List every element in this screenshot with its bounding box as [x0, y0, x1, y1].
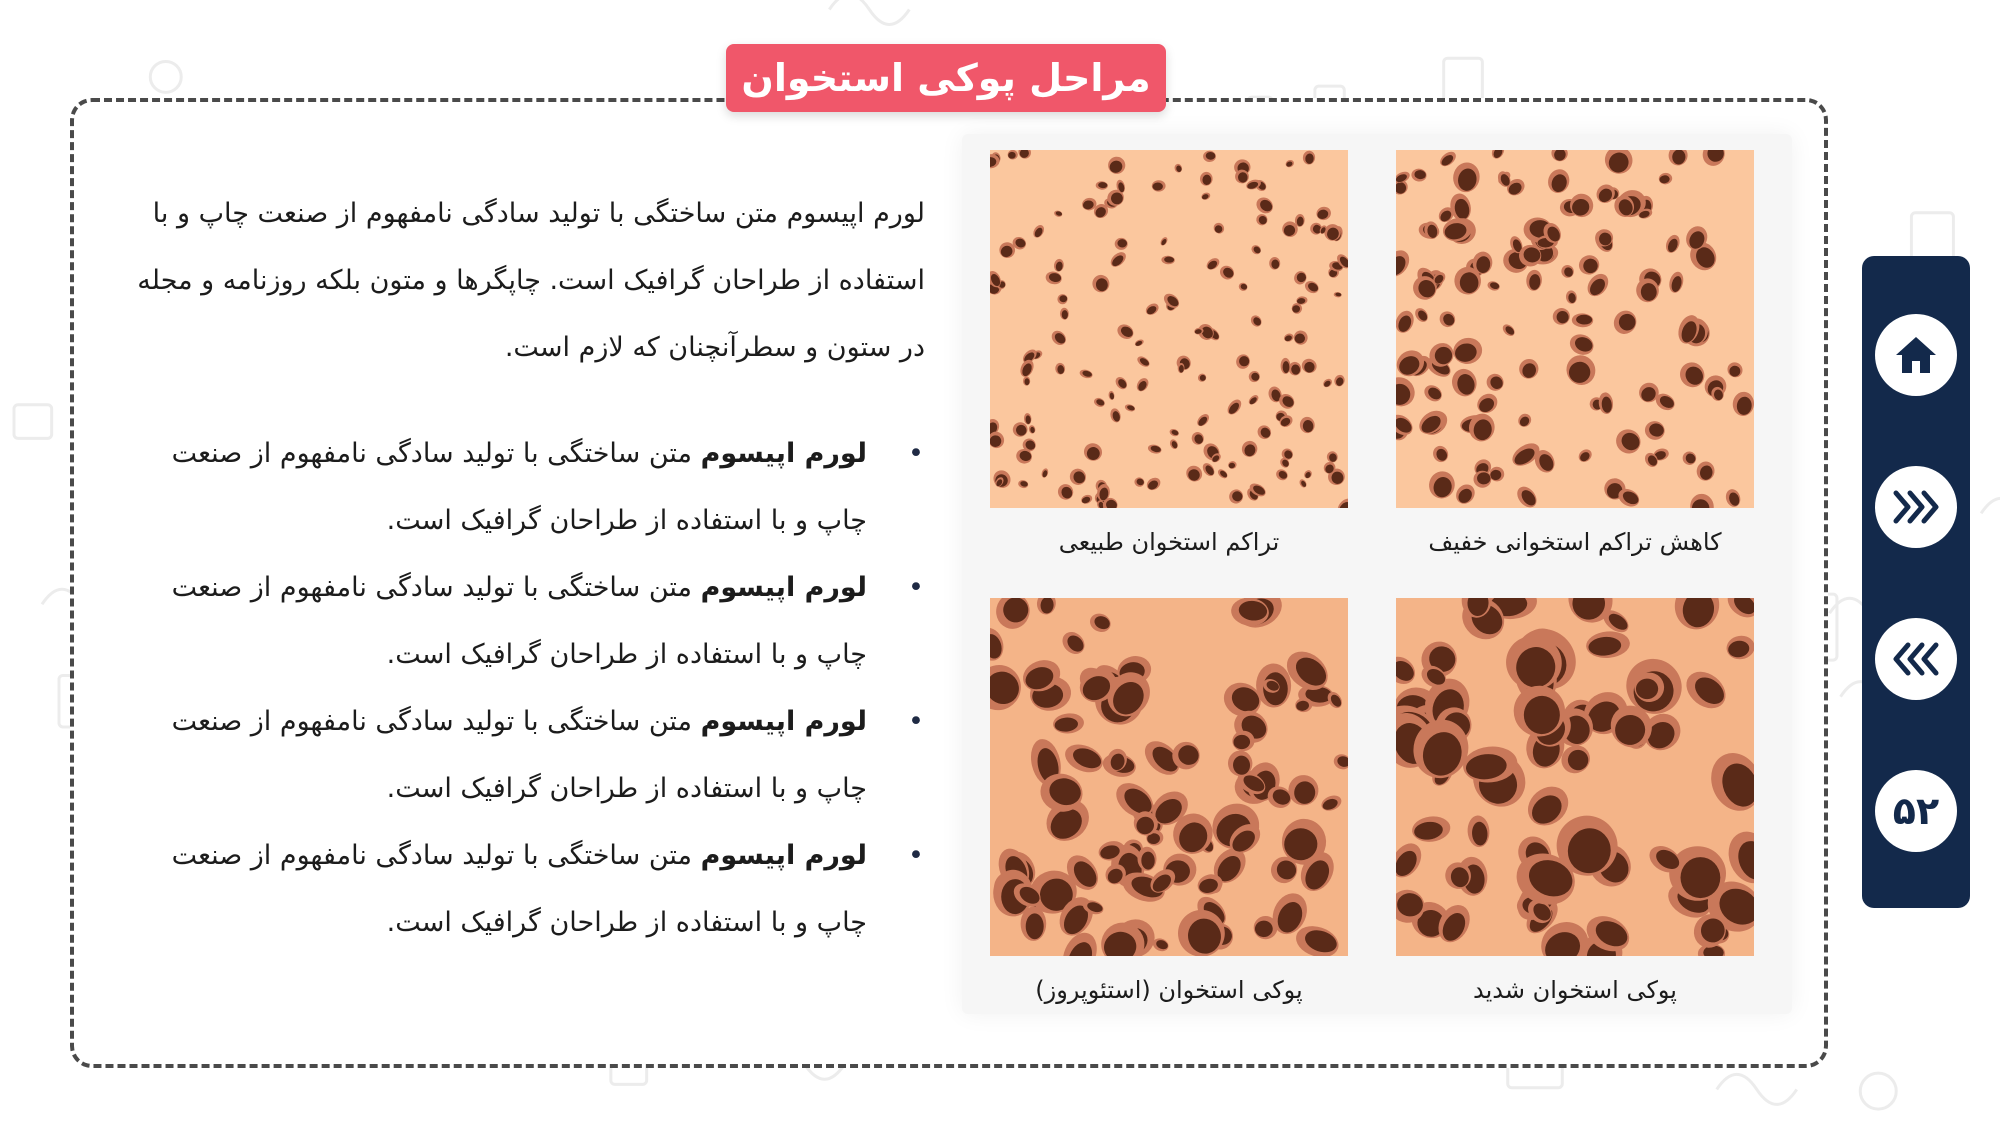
bone-mild-image	[1396, 150, 1754, 508]
list-item	[135, 688, 925, 822]
prev-button[interactable]	[1875, 618, 1957, 700]
bullet-text: متن ساختگی با تولید سادگی نامفهوم از صنعت چاپ و با استفاده از طراحان گرافیک است.	[171, 438, 867, 536]
page-number: ۵۲	[1892, 789, 1940, 833]
nav-sidebar	[1862, 256, 1970, 908]
list-item	[135, 420, 925, 554]
bullet-dot: •	[908, 706, 924, 737]
bullet-text: متن ساختگی با تولید سادگی نامفهوم از صنعت چاپ و با استفاده از طراحان گرافیک است.	[171, 706, 867, 804]
bullet-text: متن ساختگی با تولید سادگی نامفهوم از صنعت چاپ و با استفاده از طراحان گرافیک است.	[171, 572, 867, 670]
bullet-bold: لورم اپیسوم	[700, 438, 867, 469]
chevrons-left-icon	[1890, 639, 1942, 679]
page-number-badge	[1875, 770, 1957, 852]
bullet-dot: •	[908, 438, 924, 469]
next-button[interactable]	[1875, 466, 1957, 548]
caption-mild: کاهش تراکم استخوانی خفیف	[1428, 528, 1722, 556]
bone-osteoporosis-image	[990, 598, 1348, 956]
caption-osteoporosis: پوکی استخوان (استئوپروز)	[1035, 976, 1303, 1004]
list-item	[135, 554, 925, 688]
home-icon	[1893, 332, 1939, 378]
bone-normal-image	[990, 150, 1348, 508]
list-item	[135, 822, 925, 956]
bullet-dot: •	[908, 840, 924, 871]
bullet-dot: •	[908, 572, 924, 603]
caption-severe: پوکی استخوان شدید	[1473, 976, 1677, 1004]
intro-paragraph: لورم اپیسوم متن ساختگی با تولید سادگی نامفهوم از صنعت چاپ و با استفاده از طراحان گرافیک است. چاپگرها و متون بلکه روزنامه و مجله در ستون و سطرآنچنان که لازم است.	[137, 198, 925, 363]
caption-normal: تراکم استخوان طبیعی	[1058, 528, 1280, 556]
bullet-bold: لورم اپیسوم	[700, 840, 867, 871]
bullet-bold: لورم اپیسوم	[700, 706, 867, 737]
chevrons-right-icon	[1890, 487, 1942, 527]
home-button[interactable]	[1875, 314, 1957, 396]
page-title: مراحل پوکی استخوان	[726, 44, 1166, 112]
bullet-list	[135, 420, 925, 956]
bone-severe-image	[1396, 598, 1754, 956]
bullet-text: متن ساختگی با تولید سادگی نامفهوم از صنعت چاپ و با استفاده از طراحان گرافیک است.	[171, 840, 867, 938]
bullet-bold: لورم اپیسوم	[700, 572, 867, 603]
